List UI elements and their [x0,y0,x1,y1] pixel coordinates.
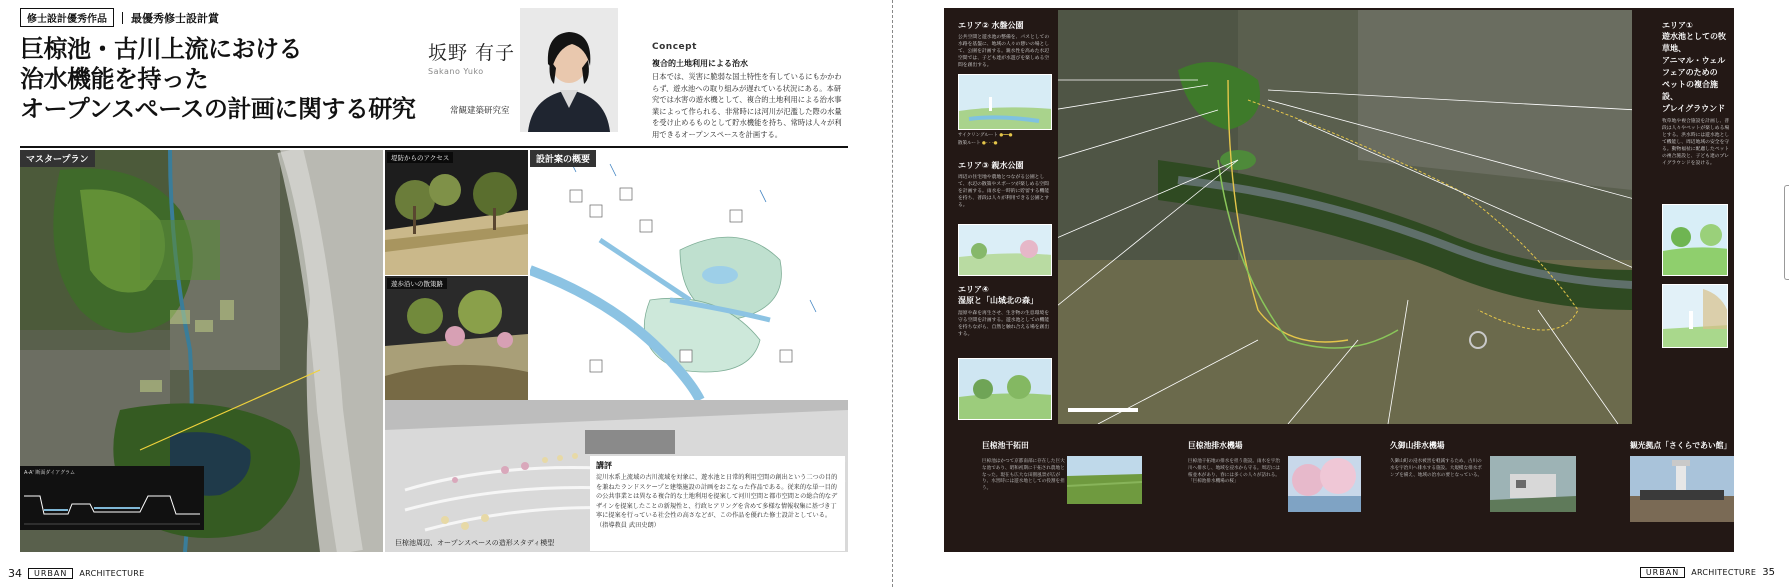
route-legend [958,132,1053,148]
site-kumiyama-pump [1390,440,1575,479]
page-edge-tab [1784,185,1789,280]
walkway-photo [385,276,528,401]
area2-title: エリア② 水盤公園 [958,21,1024,30]
author-name: 坂野 有子 [428,42,516,64]
area1-body: 牧草地や複合施設を計画し、普段は人々やペットが楽しめる場とする。洪水時には遊水池として機能し、周辺地域の安全を守る。動物福祉に配慮したペットの複合施設と、子ども達のプレイグラウンドを設ける。 [1662,119,1730,166]
legend-item: サイクリングルート ●━━● [958,133,1013,138]
award-divider [122,12,123,24]
area4-subtitle: 湿原と「山城北の森」 [958,296,1038,305]
photo-image [385,150,528,275]
levee-access-photo [385,150,528,275]
area1-title: エリア① [1662,21,1693,30]
site-title: 巨椋池排水機場 [1188,441,1243,450]
award-tag: 修士設計優秀作品 [20,8,114,27]
axonometric-diagram [530,150,848,400]
area4-sketch [958,358,1052,420]
sketch-image [1663,205,1728,276]
section-rule [20,146,848,148]
author-block [428,38,518,76]
page-folio [1640,567,1775,578]
urban-label: URBAN [1640,567,1685,578]
page-number: 35 [1762,567,1775,578]
concept-block [652,42,847,141]
section-diagram-label: A-A' 断面ダイアグラム [24,470,75,476]
site-photo [1288,456,1361,512]
author-roman: Sakano Yuko [428,67,484,76]
area3-title: エリア③ 親水公園 [958,161,1024,170]
architecture-label: ARCHITECTURE [1691,568,1757,577]
area1-block [1662,20,1730,167]
site-body: 久御山町の浸水被害を軽減するため、古川の水を宇治川へ排水する施設。大規模な排水ポンプを備え、地域の治水の要となっている。 [1390,459,1483,478]
masterplan-label: マスタープラン [20,150,95,167]
photo-image [1630,456,1734,522]
aerial-map [1058,10,1632,424]
sketch-image [959,225,1052,276]
site-photo [1490,456,1576,512]
site-ogura-paddy [982,440,1147,493]
architecture-label: ARCHITECTURE [79,569,145,578]
site-ogura-pump [1188,440,1363,486]
area1-subtitle: 遊水池としての牧草地、 アニマル・ウェルフェアのための ペットの複合施設、 プレイグラウンド [1662,32,1726,113]
sketch-image [959,359,1052,420]
site-body: 巨椋池はかつて京都南部に存在した巨大な池であり、昭和初期に干拓され農地となった。現在も広大な田園風景が広がり、水害時には遊水地としての役割を担う。 [982,459,1065,492]
design-overview-diagram [530,150,848,400]
area4-title: エリア④ [958,285,989,294]
review-heading: 講評 [596,461,612,470]
callout-lines [1058,10,1632,424]
author-lab: 常観建築研究室 [450,106,510,116]
left-page [0,0,890,587]
page-gutter [892,0,893,587]
area3-body: 周辺の住宅地や農地とつながる公園として、水辺の散策やスポーツが楽しめる空間を計画する。雨水を一時的に貯留する機能を持ち、普段は人々が利用できる公園とする。 [958,175,1050,208]
site-body: 巨椋池干拓地の排水を担う施設。雨水を宇治川へ排水し、地域を浸水から守る。周辺には桜並木があり、春には多くの人々が訪れる。「巨椋池排水機場の桜」 [1188,459,1280,485]
author-portrait [520,8,618,132]
urban-label: URBAN [28,568,73,579]
award-row [20,8,219,27]
area4-block [958,284,1053,338]
concept-body: 日本では、災害に脆弱な国土特性を有しているにもかかわらず、遊水池への取り組みが遅れている状況にある。本研究では水害の遊水機として、複合的土地利用による治水事業によって作られる、非常時には河川が氾濫した際の水量を受け止めるものとして貯水機能を持ち、常時は人々が利用できるオープンスペースを計画する。 [652,72,842,139]
site-photo [1067,456,1142,504]
title-line: 巨椋池・古川上流における [20,35,302,63]
concept-subheading: 複合的土地利用による治水 [652,59,748,68]
section-diagram-inset [20,466,204,530]
photo-image [1490,456,1576,512]
article-title [20,34,440,124]
title-line: 治水機能を持った [20,65,208,93]
area3-sketch [958,224,1052,276]
award-name: 最優秀修士設計賞 [131,11,219,25]
sketch-image [1663,285,1728,348]
area2-body: 公共空間と遊水池の整備を、パスとしての水路を基盤に、地域の人々の憩いの場として、公園を計画する。親水性を高めた水辺空間では、子ども達が水遊びを楽しめる空間を創出する。 [958,35,1050,68]
area2-block [958,20,1053,69]
page-number: 34 [8,567,22,580]
area3-block [958,160,1053,209]
site-photo [1630,456,1734,522]
photo-caption: 遊歩沿いの散策路 [387,278,447,289]
site-title: 久御山排水機場 [1390,441,1445,450]
model-caption: 巨椋池周辺、オープンスペースの造形スタディ模型 [395,539,555,547]
area1-sketch-b [1662,284,1728,348]
title-line: オープンスペースの計画に関する研究 [20,95,416,123]
review-block [590,456,845,551]
legend-item: 散策ルート ●- - -● [958,141,998,146]
right-page [944,8,1734,552]
concept-heading: Concept [652,42,697,52]
area2-sketch [958,74,1052,130]
site-sakura-deai [1630,440,1734,451]
photo-image [1067,456,1142,504]
sketch-image [959,75,1052,130]
overview-label: 設計案の概要 [530,150,596,167]
site-title: 巨椋池干拓田 [982,441,1029,450]
review-body: 淀川水系上流域の古川流域を対象に、遊水池と日常的利用空間の創出という二つの目的を兼ねたランドスケープと建築施設の計画をおこなった作品である。従来的な単一目的の公共事業とは異なる複合的な土地利用を提案して河川空間と都市空間との総合的なデザインを提案したことの新規性と、行政ヒアリングを含めて多様な情報収集に基づき丁寧に提案を行っている社会性の高さなどが、この作品を優れた修士設計としている。（指導教員 武田史朗） [596,474,838,529]
photo-image [385,276,528,401]
masterplan-figure [20,150,383,552]
site-title: 観光拠点「さくらであい館」 [1630,441,1732,450]
page-folio [8,567,144,580]
photo-caption: 堤防からのアクセス [387,152,453,163]
portrait-image [520,8,618,132]
area4-body: 湿原や森を再生させ、生き物の生息環境を守る空間を計画する。遊水池としての機能を持ちながら、自然と触れ合える場を創出する。 [958,311,1050,337]
area1-sketch-a [1662,204,1728,276]
photo-image [1288,456,1361,512]
